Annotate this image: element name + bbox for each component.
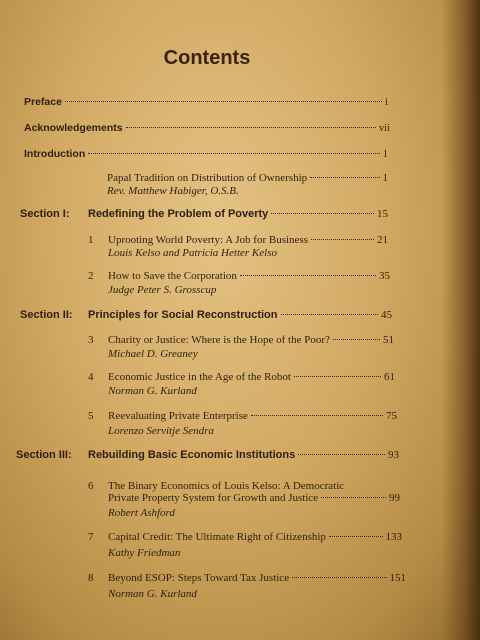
leader-dots: [311, 239, 374, 240]
leader-dots: [333, 339, 380, 340]
chapter-number: 5: [88, 410, 94, 422]
toc-chapter-5[interactable]: [88, 410, 397, 422]
chapter-author: Michael D. Greaney: [108, 348, 198, 360]
page-title: Contents: [163, 47, 251, 69]
leader-dots: [271, 213, 374, 214]
entry-title: Papal Tradition on Distribution of Ownership: [107, 172, 308, 184]
toc-entry-intro-essay[interactable]: [107, 172, 388, 184]
chapter-number: 2: [88, 270, 94, 282]
chapter-author: Norman G. Kurland: [108, 385, 197, 397]
toc-chapter-1[interactable]: [88, 234, 388, 246]
leader-dots: [292, 577, 386, 578]
entry-page: 1: [382, 172, 388, 184]
toc-entry-preface[interactable]: [24, 96, 388, 108]
section-title: Rebuilding Basic Economic Institutions: [88, 449, 296, 461]
chapter-author: Kathy Friedman: [108, 547, 181, 559]
chapter-number: 6: [88, 480, 94, 492]
chapter-title: Economic Justice in the Age of the Robot: [108, 371, 291, 383]
chapter-number: 3: [88, 334, 94, 346]
chapter-number: 8: [88, 572, 94, 584]
leader-dots: [281, 314, 379, 315]
entry-page: vii: [378, 123, 390, 134]
chapter-page: 99: [389, 492, 400, 504]
section-label: Section III:: [16, 449, 72, 461]
toc-section-1[interactable]: [20, 208, 388, 220]
toc-entry-introduction[interactable]: [24, 148, 388, 160]
chapter-title: Reevaluating Private Enterprise: [108, 410, 248, 422]
leader-dots: [65, 101, 382, 102]
chapter-author: Norman G. Kurland: [108, 588, 197, 600]
entry-label: Preface: [24, 96, 62, 108]
book-gutter-shadow: [442, 0, 480, 640]
entry-author: Rev. Matthew Habiger, O.S.B.: [107, 185, 239, 197]
toc-section-2[interactable]: [20, 309, 392, 321]
leader-dots: [329, 536, 383, 537]
chapter-page: 21: [377, 234, 388, 246]
section-title: Principles for Social Reconstruction: [88, 309, 278, 321]
section-page: 15: [377, 208, 388, 220]
section-page: 45: [381, 309, 392, 321]
toc-chapter-7[interactable]: [88, 531, 402, 543]
chapter-author: Lorenzo Servitje Sendra: [108, 425, 214, 437]
chapter-title-line2: Private Property System for Growth and Justice: [108, 492, 319, 504]
leader-dots: [294, 376, 381, 377]
section-label: Section I:: [20, 208, 70, 220]
leader-dots: [321, 497, 386, 498]
chapter-page: 61: [384, 371, 395, 383]
leader-dots: [240, 275, 376, 276]
chapter-author: Louis Kelso and Patricia Hetter Kelso: [108, 247, 277, 259]
leader-dots: [310, 177, 379, 178]
chapter-title: Capital Credit: The Ultimate Right of Citizenship: [108, 531, 326, 543]
chapter-author: Robert Ashford: [108, 507, 175, 519]
toc-chapter-4[interactable]: [88, 371, 395, 383]
toc-chapter-6-line2[interactable]: [108, 492, 400, 504]
section-page: 93: [388, 449, 399, 461]
chapter-title: The Binary Economics of Louis Kelso: A Democratic: [108, 480, 345, 492]
chapter-page: 133: [385, 531, 402, 543]
entry-label: Acknowledgements: [24, 122, 123, 134]
chapter-page: 151: [389, 572, 406, 584]
chapter-title: Beyond ESOP: Steps Toward Tax Justice: [108, 572, 290, 584]
entry-page: i: [385, 97, 388, 108]
leader-dots: [251, 415, 383, 416]
section-title: Redefining the Problem of Poverty: [88, 208, 269, 220]
toc-chapter-6[interactable]: [88, 480, 388, 492]
entry-page: 1: [382, 149, 388, 160]
chapter-page: 75: [386, 410, 397, 422]
entry-label: Introduction: [24, 148, 86, 160]
toc-chapter-2[interactable]: [88, 270, 390, 282]
section-label: Section II:: [20, 309, 73, 321]
toc-section-3[interactable]: [16, 449, 399, 461]
chapter-title: How to Save the Corporation: [108, 270, 237, 282]
chapter-author: Judge Peter S. Grosscup: [108, 284, 217, 296]
chapter-number: 1: [88, 234, 94, 246]
chapter-number: 7: [88, 531, 94, 543]
leader-dots: [126, 127, 376, 128]
chapter-title: Charity or Justice: Where is the Hope of the Poor?: [108, 334, 330, 346]
toc-chapter-8[interactable]: [88, 572, 406, 584]
toc-entry-acknowledgements[interactable]: [24, 122, 390, 134]
toc-chapter-3[interactable]: [88, 334, 394, 346]
leader-dots: [88, 153, 380, 154]
chapter-number: 4: [88, 371, 94, 383]
chapter-page: 51: [383, 334, 394, 346]
leader-dots: [298, 454, 385, 455]
chapter-page: 35: [379, 270, 390, 282]
chapter-title: Uprooting World Poverty: A Job for Business: [108, 234, 308, 246]
